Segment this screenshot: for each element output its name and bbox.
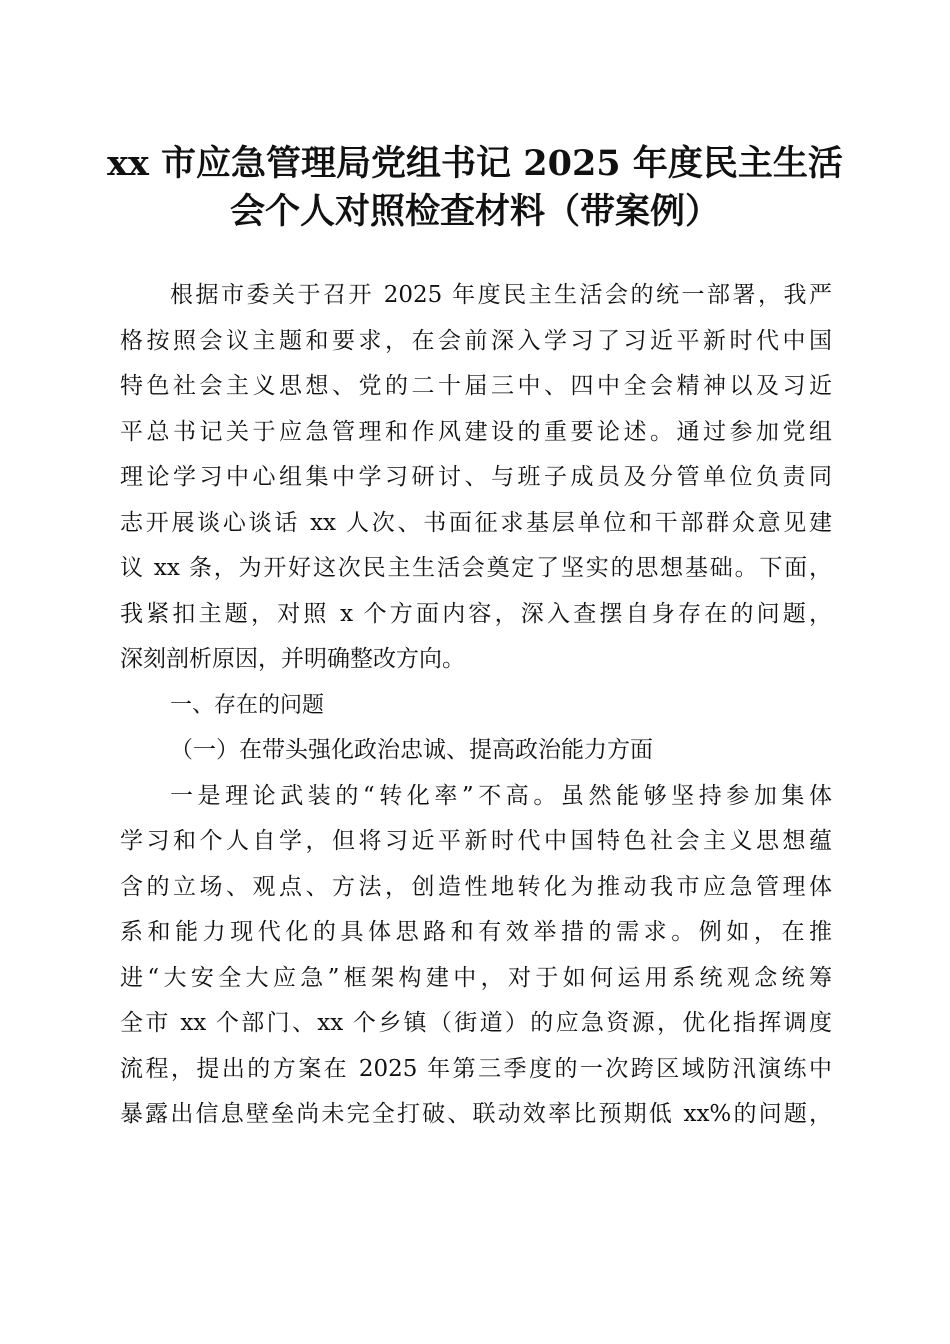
title-line-1: xx 市应急管理局党组书记 2025 年度民主生活 bbox=[107, 143, 843, 184]
document-title bbox=[80, 140, 870, 236]
subsection-heading: （一）在带头强化政治忠诚、提高政治能力方面 bbox=[170, 737, 653, 763]
intro-line: 议 xx 条，为开好这次民主生活会奠定了坚实的思想基础。下面， bbox=[120, 555, 832, 581]
title-line-2: 会个人对照检查材料（带案例） bbox=[229, 191, 720, 232]
point-line: 学习和个人自学，但将习近平新时代中国特色社会主义思想蕴 bbox=[120, 828, 832, 854]
intro-line: 平总书记关于应急管理和作风建设的重要论述。通过参加党组 bbox=[120, 418, 832, 445]
point-line: 一是理论武装的“转化率”不高。虽然能够坚持参加集体 bbox=[170, 782, 832, 809]
intro-line: 志开展谈心谈话 xx 人次、书面征求基层单位和干部群众意见建 bbox=[120, 509, 832, 536]
point-line: 系和能力现代化的具体思路和有效举措的需求。例如，在推 bbox=[120, 919, 832, 945]
intro-line: 深刻剖析原因，并明确整改方向。 bbox=[120, 646, 465, 672]
intro-line: 根据市委关于召开 2025 年度民主生活会的统一部署，我严 bbox=[170, 282, 832, 308]
intro-line: 特色社会主义思想、党的二十届三中、四中全会精神以及习近 bbox=[120, 373, 832, 399]
point-line: 全市 xx 个部门、xx 个乡镇（街道）的应急资源，优化指挥调度 bbox=[120, 1010, 832, 1036]
point-line: 暴露出信息壁垒尚未完全打破、联动效率比预期低 xx%的问题， bbox=[120, 1101, 832, 1127]
intro-line: 我紧扣主题，对照 x 个方面内容，深入查摆自身存在的问题， bbox=[120, 600, 832, 627]
section-heading: 一、存在的问题 bbox=[170, 692, 325, 718]
intro-line: 格按照会议主题和要求，在会前深入学习了习近平新时代中国 bbox=[120, 327, 832, 354]
intro-line: 理论学习中心组集中学习研讨、与班子成员及分管单位负责同 bbox=[120, 464, 832, 490]
point-line: 进“大安全大应急”框架构建中，对于如何运用系统观念统筹 bbox=[120, 964, 832, 991]
point-line: 含的立场、观点、方法，创造性地转化为推动我市应急管理体 bbox=[120, 873, 832, 900]
document-body bbox=[120, 273, 832, 1138]
point-line: 流程，提出的方案在 2025 年第三季度的一次跨区域防汛演练中 bbox=[120, 1055, 832, 1082]
